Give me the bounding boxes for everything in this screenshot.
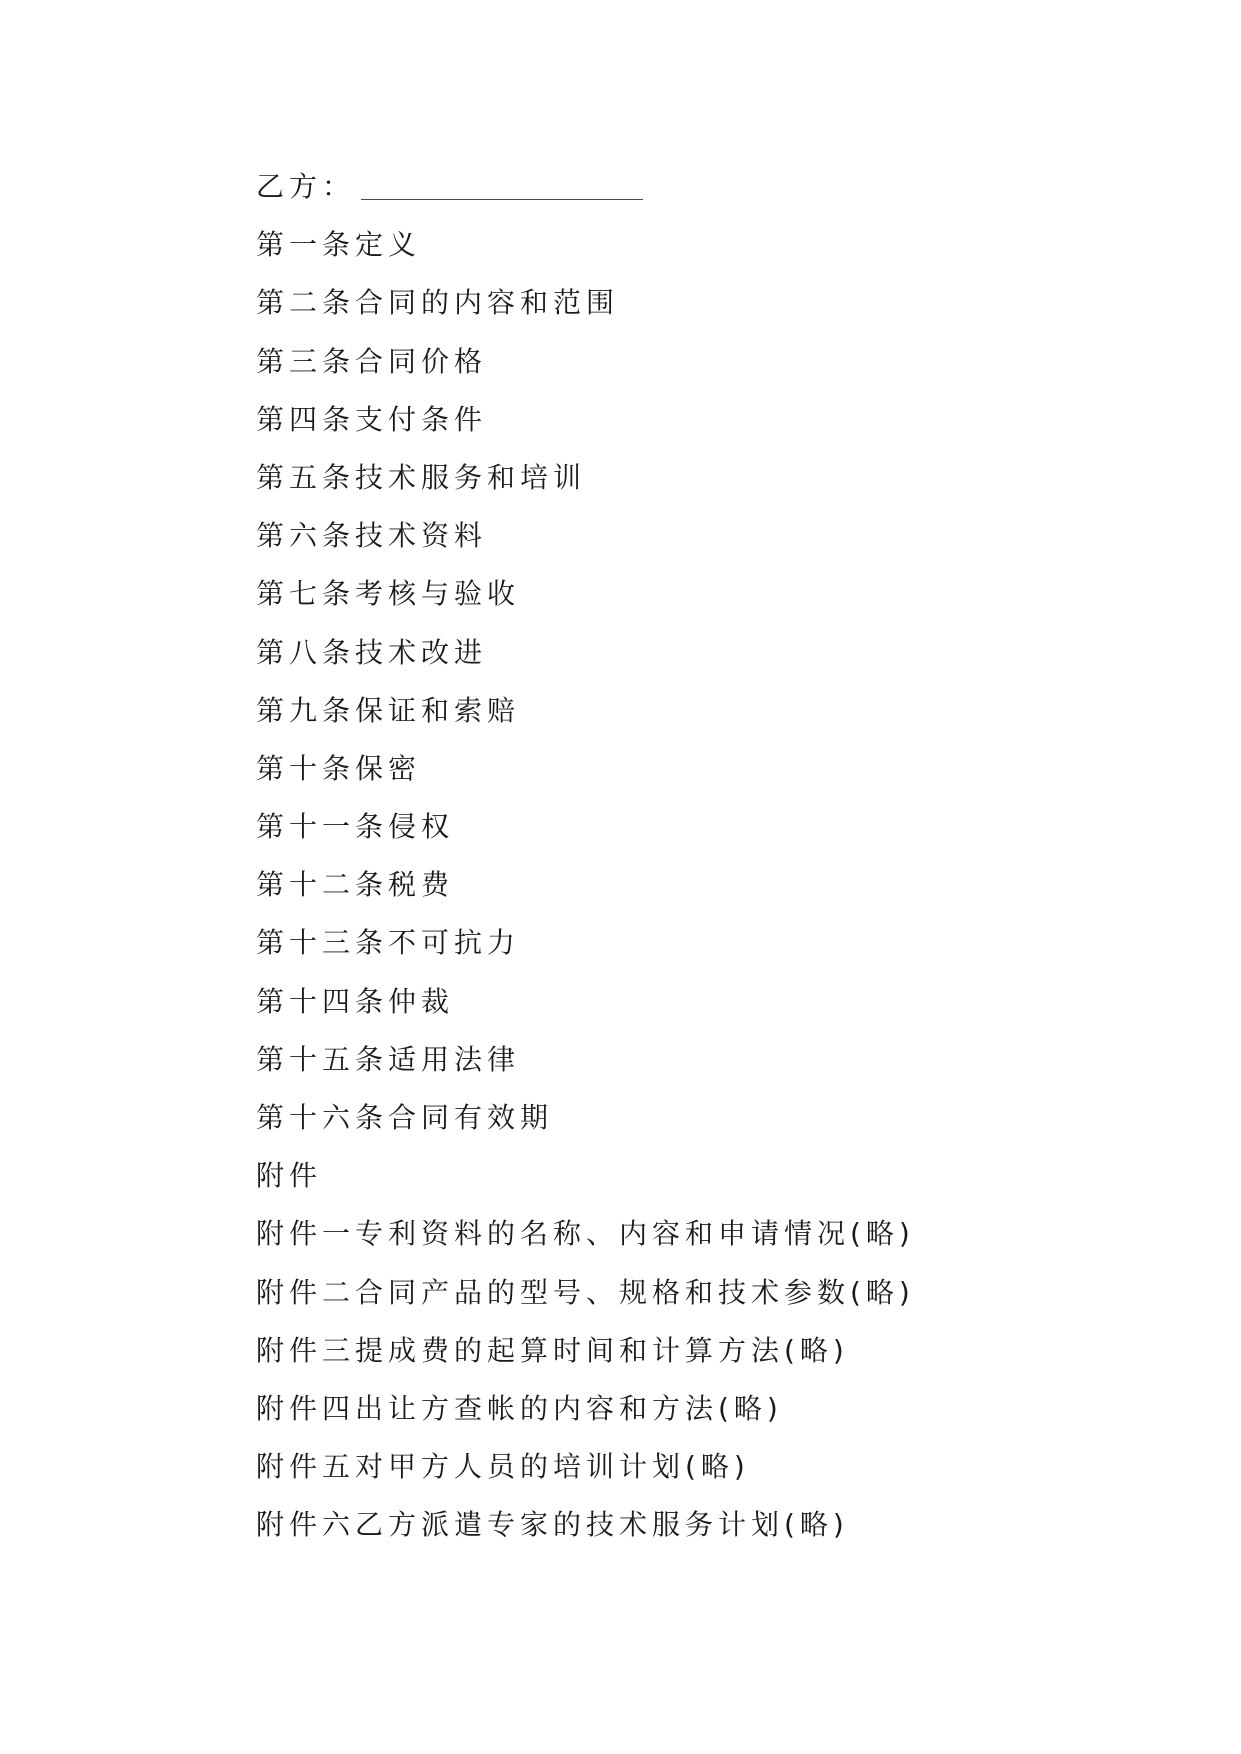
annex-3: 附件三提成费的起算时间和计算方法(略) — [256, 1333, 849, 1367]
article-3-price: 第三条合同价格 — [256, 344, 488, 378]
annex-2: 附件二合同产品的型号、规格和技术参数(略) — [256, 1275, 915, 1309]
article-10-confidentiality: 第十条保密 — [256, 751, 422, 785]
article-5-services-training: 第五条技术服务和培训 — [256, 460, 587, 494]
article-1-definitions: 第一条定义 — [256, 228, 422, 262]
article-16-validity: 第十六条合同有效期 — [256, 1101, 554, 1134]
party-b-blank — [361, 199, 643, 200]
annex-4: 附件四出让方查帐的内容和方法(略) — [256, 1391, 783, 1425]
article-11-infringement: 第十一条侵权 — [256, 810, 455, 844]
article-14-arbitration: 第十四条仲裁 — [256, 984, 455, 1018]
party-b-label: 乙方： — [256, 170, 356, 203]
article-7-acceptance: 第七条考核与验收 — [256, 577, 521, 611]
article-9-warranty-claims: 第九条保证和索赔 — [256, 693, 521, 727]
document-body — [256, 158, 1056, 1555]
article-4-payment: 第四条支付条件 — [256, 402, 488, 436]
annex-6: 附件六乙方派遣专家的技术服务计划(略) — [256, 1508, 849, 1542]
article-2-scope: 第二条合同的内容和范围 — [256, 286, 620, 320]
article-6-technical-docs: 第六条技术资料 — [256, 519, 488, 553]
annex-1: 附件一专利资料的名称、内容和申请情况(略) — [256, 1217, 915, 1251]
annex-5: 附件五对甲方人员的培训计划(略) — [256, 1450, 750, 1484]
party-b-line — [256, 158, 1056, 216]
annex-heading: 附件 — [256, 1159, 323, 1193]
article-8-improvement: 第八条技术改进 — [256, 635, 488, 669]
article-12-taxes: 第十二条税费 — [256, 868, 455, 902]
article-15-governing-law: 第十五条适用法律 — [256, 1042, 521, 1076]
article-13-force-majeure: 第十三条不可抗力 — [256, 926, 521, 960]
